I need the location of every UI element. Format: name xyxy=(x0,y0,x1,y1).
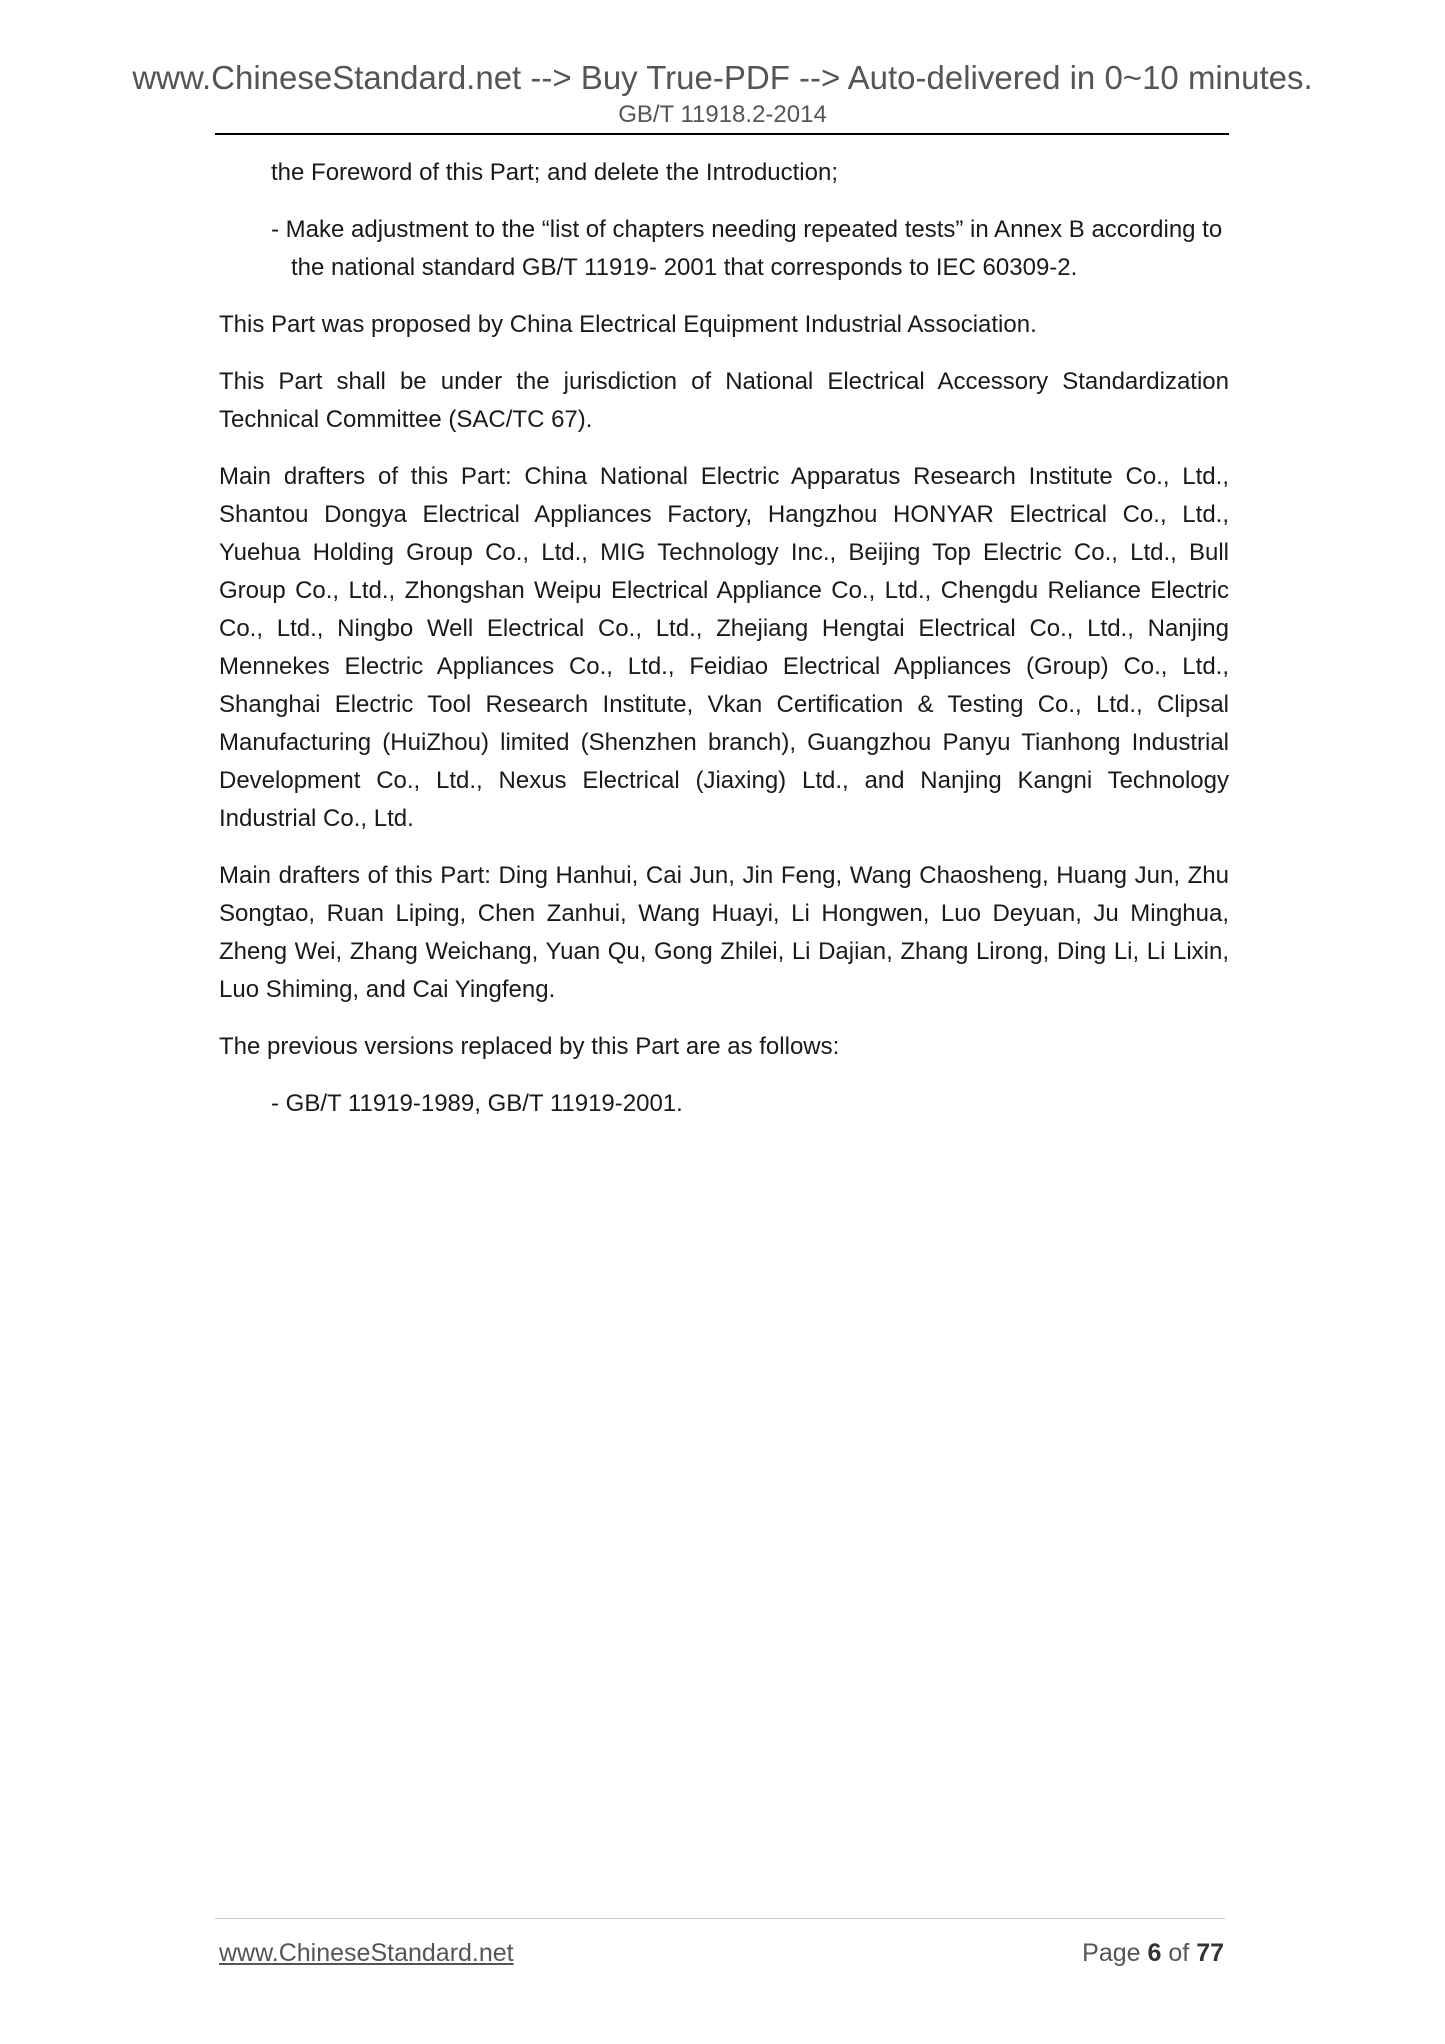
paragraph-drafters: Main drafters of this Part: Ding Hanhui, Cai Jun, Jin Feng, Wang Chaosheng, Huang Jun, Zhu Songtao, Ruan Liping, Chen Zanhui, Wang Huayi, Li Hongwen, Luo Deyuan, Ju Minghua, Zheng Wei, Zhang Weichang, Yuan Qu, Gong Zhilei, Li Dajian, Zhang Lirong, Ding Li, Li Lixin, Luo Shiming, and Cai Yingfeng. xyxy=(219,862,1229,1003)
page-number xyxy=(1082,1938,1224,1968)
footer-divider xyxy=(215,1918,1225,1919)
footer-website-link[interactable]: www.ChineseStandard.net xyxy=(219,1939,514,1967)
paragraph-jurisdiction: This Part shall be under the jurisdiction of National Electrical Accessory Standardization Technical Committee (SAC/TC 67). xyxy=(219,368,1229,433)
document-body xyxy=(219,154,1229,1142)
header-banner: www.ChineseStandard.net --> Buy True-PDF --> Auto-delivered in 0~10 minutes. xyxy=(132,59,1313,96)
header-divider xyxy=(215,133,1229,135)
paragraph-previous-versions: The previous versions replaced by this Part are as follows: xyxy=(219,1033,840,1060)
list-item-previous-versions: - GB/T 11919-1989, GB/T 11919-2001. xyxy=(271,1090,683,1117)
document-id: GB/T 11918.2-2014 xyxy=(618,101,827,128)
paragraph-continuation: the Foreword of this Part; and delete the Introduction; xyxy=(271,159,838,186)
page-of: of xyxy=(1168,1939,1190,1967)
page-current: 6 xyxy=(1147,1939,1162,1967)
page-prefix: Page xyxy=(1082,1939,1141,1967)
paragraph-proposed-by: This Part was proposed by China Electrical Equipment Industrial Association. xyxy=(219,311,1037,338)
list-item-annex-adjustment: - Make adjustment to the “list of chapters needing repeated tests” in Annex B according to the national standard GB/T 11919- 2001 that corresponds to IEC 60309-2. xyxy=(271,216,1223,281)
page-total: 77 xyxy=(1196,1939,1224,1967)
paragraph-drafting-organizations: Main drafters of this Part: China National Electric Apparatus Research Institute Co., Ltd., Shantou Dongya Electrical Appliances Factory, Hangzhou HONYAR Electrical Co., Ltd., Yuehua Holding Group Co., Ltd., MIG Technology Inc., Beijing Top Electric Co., Ltd., Bull Group Co., Ltd., Zhongshan Weipu Electrical Appliance Co., Ltd., Chengdu Reliance Electric Co., Ltd., Ningbo Well Electrical Co., Ltd., Zhejiang Hengtai Electrical Co., Ltd., Nanjing Mennekes Electric Appliances Co., Ltd., Feidiao Electrical Appliances (Group) Co., Ltd., Shanghai Electric Tool Research Institute, Vkan Certification & Testing Co., Ltd., Clipsal Manufacturing (HuiZhou) limited (Shenzhen branch), Guangzhou Panyu Tianhong Industrial Development Co., Ltd., Nexus Electrical (Jiaxing) Ltd., and Nanjing Kangni Technology Industrial Co., Ltd. xyxy=(219,463,1229,832)
